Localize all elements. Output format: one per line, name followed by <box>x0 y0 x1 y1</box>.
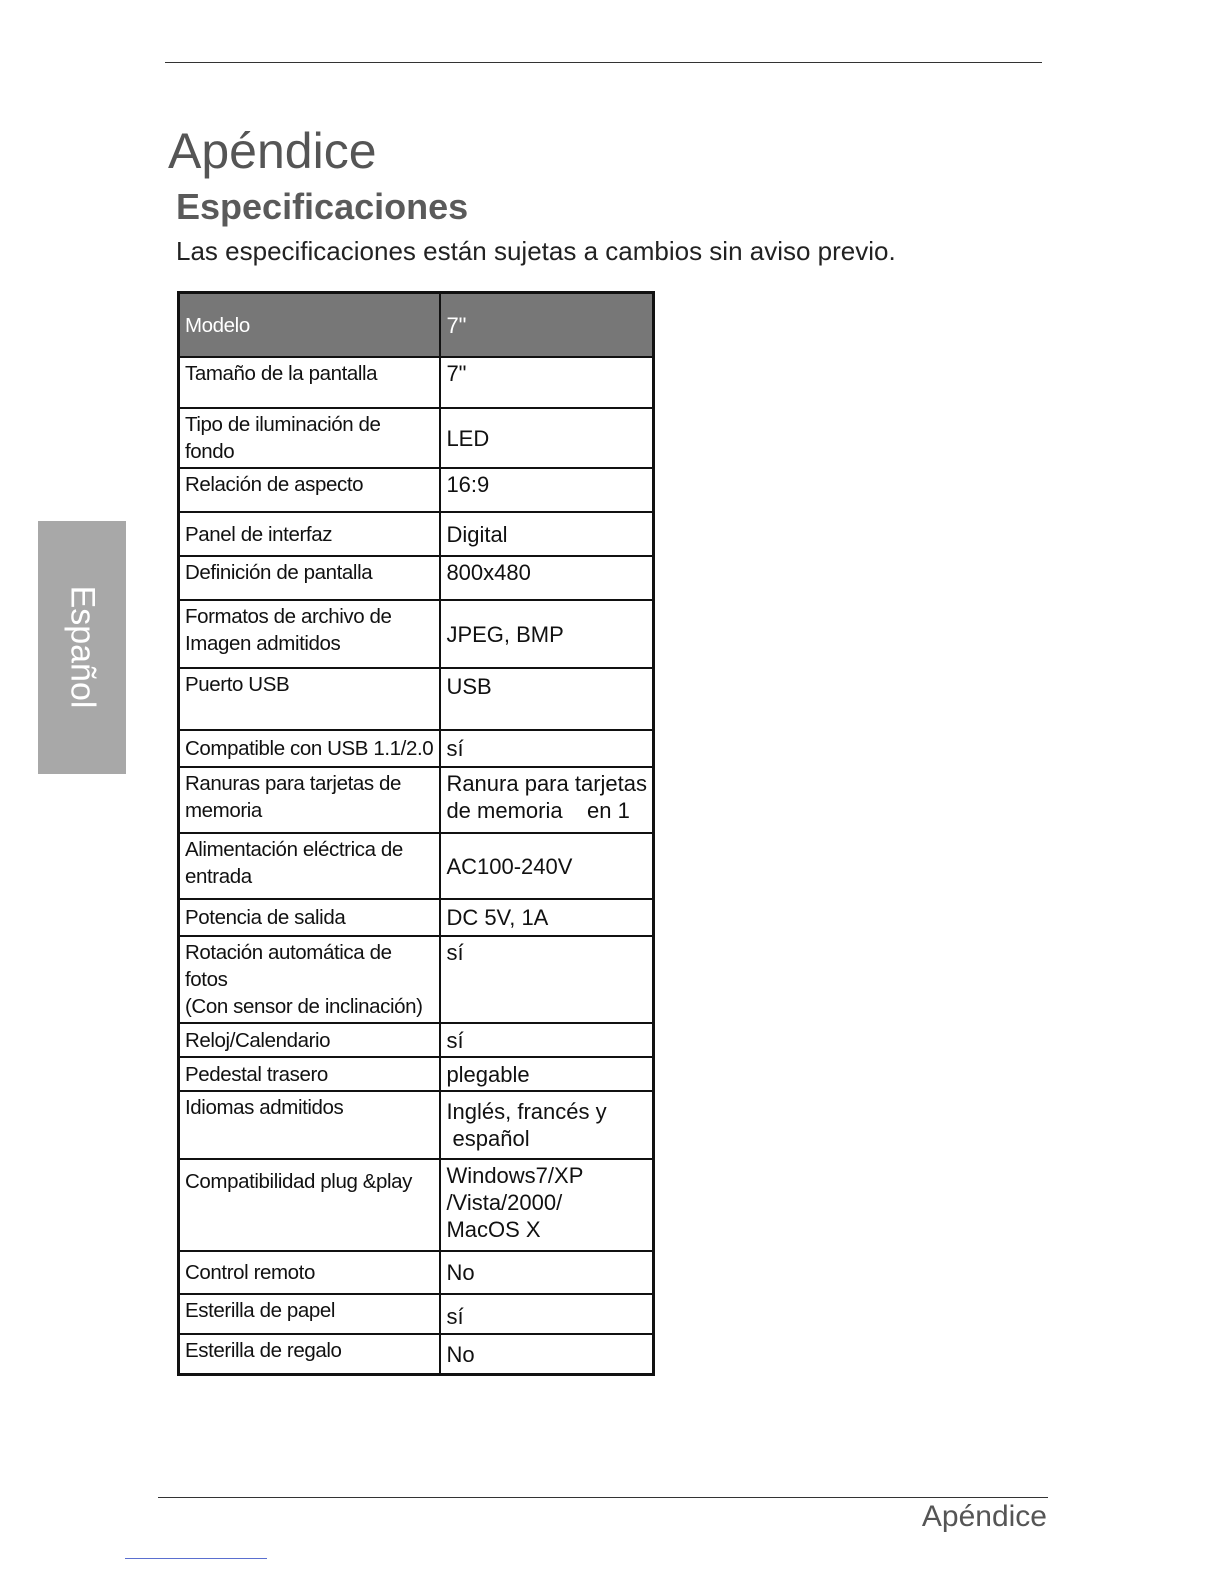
spec-value: No <box>440 1334 653 1374</box>
language-side-tab <box>38 521 126 774</box>
table-row <box>179 408 654 468</box>
table-row <box>179 468 654 512</box>
spec-value: USB <box>440 668 653 730</box>
spec-label: Tipo de iluminación de fondo <box>179 408 441 468</box>
table-row <box>179 899 654 936</box>
specifications-table <box>177 291 655 1376</box>
spec-label: Control remoto <box>179 1251 441 1294</box>
spec-label: Formatos de archivo de Imagen admitidos <box>179 600 441 668</box>
spec-value: sí <box>440 1023 653 1057</box>
spec-label: Pedestal trasero <box>179 1057 441 1091</box>
spec-label: Esterilla de regalo <box>179 1334 441 1374</box>
table-row <box>179 1057 654 1091</box>
table-row <box>179 512 654 556</box>
table-row <box>179 668 654 730</box>
spec-value: Windows7/XP /Vista/2000/ MacOS X <box>440 1159 653 1251</box>
spec-label: Compatibilidad plug &play <box>179 1159 441 1251</box>
spec-label: Idiomas admitidos <box>179 1091 441 1159</box>
spec-label: Puerto USB <box>179 668 441 730</box>
spec-value: Inglés, francés y español <box>440 1091 653 1159</box>
spec-label: Tamaño de la pantalla <box>179 357 441 408</box>
spec-value: 16:9 <box>440 468 653 512</box>
spec-label: Rotación automática de fotos (Con sensor de inclinación) <box>179 936 441 1023</box>
table-row <box>179 1091 654 1159</box>
table-row <box>179 556 654 600</box>
page-title: Apéndice <box>168 123 377 179</box>
spec-value: sí <box>440 936 653 1023</box>
table-row <box>179 1294 654 1334</box>
spec-label: Esterilla de papel <box>179 1294 441 1334</box>
spec-value: Ranura para tarjetas de memoria en 1 <box>440 767 653 833</box>
spec-value: JPEG, BMP <box>440 600 653 668</box>
table-row <box>179 833 654 899</box>
spec-value: plegable <box>440 1057 653 1091</box>
table-header-row <box>179 293 654 358</box>
spec-label: Definición de pantalla <box>179 556 441 600</box>
table-row <box>179 936 654 1023</box>
spec-value: DC 5V, 1A <box>440 899 653 936</box>
spec-value: LED <box>440 408 653 468</box>
spec-value: sí <box>440 1294 653 1334</box>
footer-section-label: Apéndice <box>921 1500 1047 1533</box>
section-title: Especificaciones <box>176 186 469 227</box>
table-row <box>179 1023 654 1057</box>
table-row <box>179 1334 654 1374</box>
spec-value: No <box>440 1251 653 1294</box>
table-row <box>179 357 654 408</box>
table-row <box>179 1159 654 1251</box>
spec-note: Las especificaciones están sujetas a cambios sin aviso previo. <box>176 236 896 266</box>
language-side-tab-label: Español <box>63 585 102 709</box>
spec-label: Alimentación eléctrica de entrada <box>179 833 441 899</box>
spec-label: Reloj/Calendario <box>179 1023 441 1057</box>
table-row <box>179 767 654 833</box>
header-label-cell: Modelo <box>179 293 441 358</box>
spec-label: Potencia de salida <box>179 899 441 936</box>
spec-value: Digital <box>440 512 653 556</box>
spec-label: Ranuras para tarjetas de memoria <box>179 767 441 833</box>
table-row <box>179 600 654 668</box>
table-row <box>179 1251 654 1294</box>
footer-link-underline <box>125 1558 267 1559</box>
spec-label: Relación de aspecto <box>179 468 441 512</box>
spec-value: 800x480 <box>440 556 653 600</box>
spec-value: 7" <box>440 357 653 408</box>
top-rule <box>165 62 1042 63</box>
spec-value: AC100-240V <box>440 833 653 899</box>
header-value-cell: 7" <box>440 293 653 358</box>
bottom-rule <box>158 1497 1048 1498</box>
spec-label: Panel de interfaz <box>179 512 441 556</box>
spec-label: Compatible con USB 1.1/2.0 <box>179 730 441 767</box>
spec-value: sí <box>440 730 653 767</box>
table-row <box>179 730 654 767</box>
